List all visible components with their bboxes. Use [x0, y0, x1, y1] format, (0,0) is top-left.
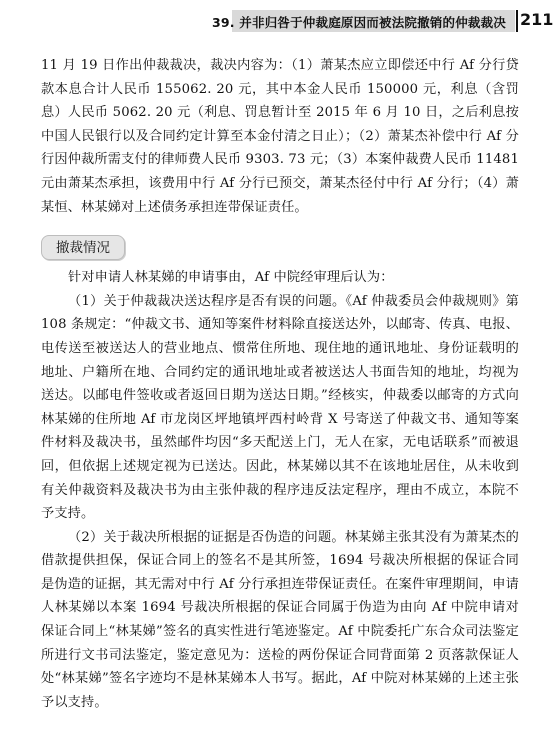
page-body [41, 54, 519, 714]
paragraph-court-opinion-intro: 针对申请人林某娣的申请事由，Af 中院经审理后认为： [68, 270, 394, 286]
header-divider [516, 10, 518, 32]
section-heading: 撤裁情况 [41, 235, 125, 260]
paragraph-service-procedure: （1）关于仲裁裁决送达程序是否有误的问题。《Af 仲裁委员会仲裁规则》第 108 条规定：“仲裁文书、通知等案件材料除直接送达外，以邮寄、传真、电报、电传送至被送达人的营业地点、惯常住所地、现住地的通讯地址、身份证载明的地址、户籍所在地、合同约定的通讯地址或者被送达人书面告知的地址，均视为送达。以邮电件签收或者返回日期为送达日期。”经核实，仲裁委以邮寄的方式向林某娣的住所地 Af 市龙岗区坪地镇坪西村岭背 X 号寄送了仲裁文书、通知等案件材料及裁决书，虽然邮件均因“多天配送上门，无人在家，无电话联系”而被退回，但依据上述规定视为已送达。因此，林某娣以其不在该地址居住，从未收到有关仲裁资料及裁决书为由主张仲裁的程序违反法定程序，理由不成立，本院不予支持。 [41, 293, 519, 522]
paragraph-award-content: 11 月 19 日作出仲裁裁决，裁决内容为：（1）萧某杰应立即偿还中行 Af 分行贷款本息合计人民币 155062. 20 元，其中本金人民币 150000 元，利息（含罚息）人民币 5062. 20 元（利息、罚息暂计至 2015 年 6 月 10 日，之后利息按中国人民银行以及合同约定计算至本金付清之日止）；（2）萧某杰补偿中行 Af 分行因仲裁所需支付的律师费人民币 9303. 73 元；（3）本案仲裁费人民币 11481 元由萧某杰承担，该费用中行 Af 分行已预交，萧某杰径付中行 Af 分行；（4）萧某恒、林某娣对上述债务承担连带保证责任。 [41, 58, 519, 215]
running-header [0, 8, 558, 34]
chapter-title: 39. 并非归咎于仲裁庭原因而被法院撤销的仲裁裁决 [212, 15, 506, 30]
paragraph-forged-evidence: （2）关于裁决所根据的证据是否伪造的问题。林某娣主张其没有为萧某杰的借款提供担保，保证合同上的签名不是其所签，1694 号裁决所根据的保证合同是伪造的证据，其无需对中行 Af 分行承担连带保证责任。在案件审理期间，申请人林某娣以本案 1694 号裁决所根据的保证合同属于伪造为由向 Af 中院申请对保证合同上“林某娣”签名的真实性进行笔迹鉴定。Af 中院委托广东合众司法鉴定所进行文书司法鉴定，鉴定意见为：送检的两份保证合同背面第 2 页落款保证人处“林某娣”签名字迹均不是林某娣本人书写。据此，Af 中院对林某娣的上述主张予以支持。 [41, 529, 519, 710]
page-number: 211 [520, 10, 554, 29]
